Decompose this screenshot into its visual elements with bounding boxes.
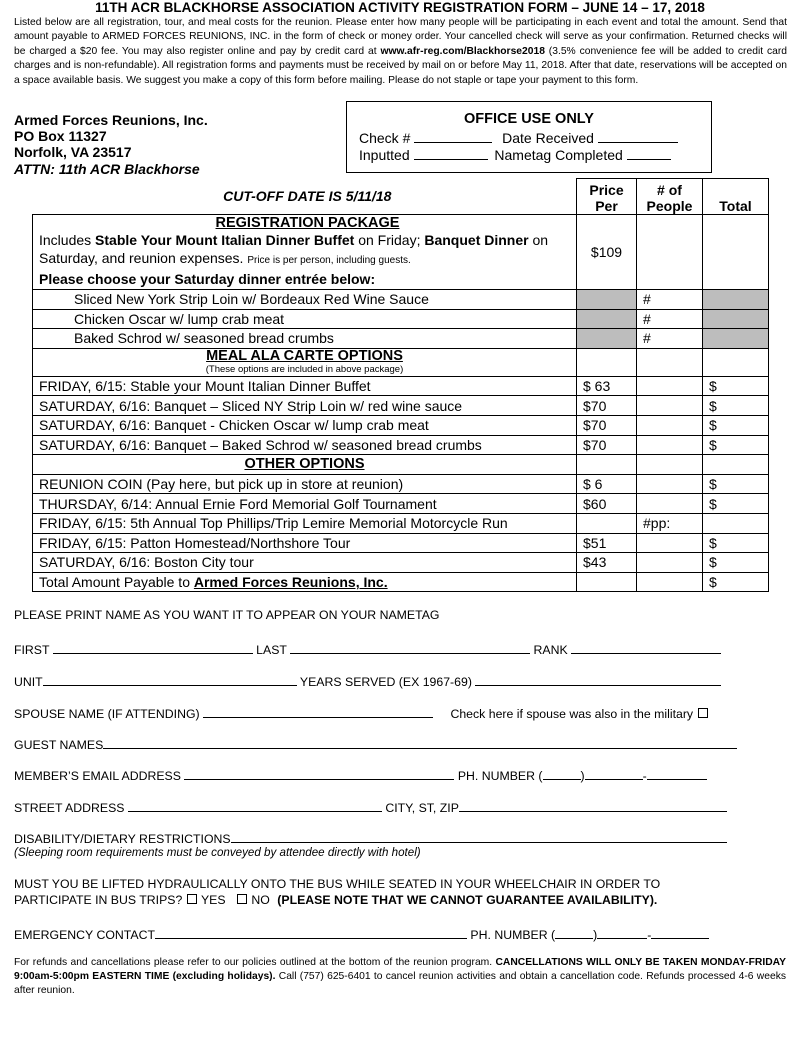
emergency-phone-line[interactable] — [651, 926, 709, 939]
meal-row — [33, 415, 769, 435]
meal-header-blank — [703, 348, 769, 376]
sleeping-note: (Sleeping room requirements must be conveyed by attendee directly with hotel) — [14, 846, 421, 859]
option-label: FRIDAY, 6/15: Patton Homestead/Northshore Tour — [33, 533, 577, 553]
meal-label: SATURDAY, 6/16: Banquet – Baked Schrod w/ seasoned bread crumbs — [33, 435, 577, 455]
lift-no-checkbox[interactable] — [237, 894, 247, 904]
option-label: FRIDAY, 6/15: 5th Annual Top Phillips/Trip Lemire Memorial Motorcycle Run — [33, 513, 577, 533]
meal-row — [33, 396, 769, 416]
entree-total-blank — [703, 290, 769, 310]
office-use-box — [346, 101, 712, 173]
phone-area-field[interactable] — [543, 767, 581, 780]
emergency-phone-label: PH. NUMBER ( — [470, 928, 556, 942]
option-label: THURSDAY, 6/14: Annual Ernie Ford Memorial Golf Tournament — [33, 494, 577, 514]
entree-total-blank — [703, 309, 769, 329]
nametag-instruction: PLEASE PRINT NAME AS YOU WANT IT TO APPEAR ON YOUR NAMETAG — [14, 608, 440, 622]
street-label: STREET ADDRESS — [14, 801, 125, 815]
other-header-blank — [637, 455, 703, 475]
emergency-phone-area[interactable] — [555, 926, 593, 939]
meal-row — [33, 435, 769, 455]
rank-label: RANK — [533, 643, 568, 657]
intro-text-2: (3.5% convenience fee will be added to credit card charges and is non-refundable). All registration forms and payments must be received by mail on or before May 11, 2018. After that date, reservations will be accepted on a space available basis. We suggest you make a copy of this form before mailing. Please do not staple or tape your payment to this form. — [14, 45, 787, 86]
address-attn: ATTN: 11th ACR Blackhorse — [14, 160, 200, 177]
entree-label: Baked Schrod w/ seasoned bread crumbs — [33, 329, 577, 349]
total-people-blank — [637, 572, 703, 592]
option-price: $43 — [577, 553, 637, 573]
entree-row — [33, 290, 769, 310]
cutoff-date: CUT-OFF DATE IS 5/11/18 — [223, 188, 392, 205]
nametag-label: Nametag Completed — [494, 147, 623, 163]
meal-section-note: (These options are included in above package) — [33, 364, 577, 377]
option-total-field[interactable]: $ — [703, 533, 769, 553]
check-number-label: Check # — [359, 130, 411, 146]
emergency-label: EMERGENCY CONTACT — [14, 928, 155, 942]
meal-price: $70 — [577, 415, 637, 435]
lift-availability-note: (PLEASE NOTE THAT WE CANNOT GUARANTEE AVAILABILITY). — [277, 893, 658, 907]
entree-total-blank — [703, 329, 769, 349]
col-total-header: Total — [703, 179, 769, 215]
disability-row — [14, 830, 786, 846]
form-title: 11TH ACR BLACKHORSE ASSOCIATION ACTIVITY REGISTRATION FORM – JUNE 14 – 17, 2018 — [95, 0, 705, 15]
choose-entree-prompt: Please choose your Saturday dinner entrée below: — [39, 271, 376, 287]
meal-price: $70 — [577, 396, 637, 416]
years-served-label: YEARS SERVED (EX 1967-69) — [299, 675, 472, 689]
total-label: Total Amount Payable to Armed Forces Reunions, Inc. — [33, 572, 577, 592]
cancellation-policy: For refunds and cancellations please refer to our policies outlined at the bottom of the reunion program. CANCELLATIONS WILL ONLY BE TAKEN MONDAY-FRIDAY 9:00am-5:00pm EASTERN TIME (excluding holidays). Call (757) 625-6401 to cancel reunion activities and obtain a cancellation code. Refunds processed 4-6 weeks after reunion. — [14, 957, 786, 997]
registration-description: Includes Stable Your Mount Italian Dinner Buffet on Friday; Banquet Dinner on Saturday, and reunion expenses. Price is per person, including guests. — [39, 232, 549, 266]
meal-people-field[interactable] — [637, 435, 703, 455]
entree-people-field[interactable]: # — [637, 329, 703, 349]
option-row — [33, 553, 769, 573]
option-total-field[interactable] — [703, 513, 769, 533]
option-row — [33, 494, 769, 514]
city-label: CITY, ST, ZIP — [385, 801, 459, 815]
registration-people-field[interactable] — [637, 215, 703, 290]
option-total-field[interactable]: $ — [703, 494, 769, 514]
lift-question-1: MUST YOU BE LIFTED HYDRAULICALLY ONTO THE BUS WHILE SEATED IN YOUR WHEELCHAIR IN ORDER TO — [14, 877, 661, 891]
phone-label: PH. NUMBER ( — [457, 769, 543, 783]
emergency-phone-prefix[interactable] — [597, 926, 647, 939]
spouse-label: SPOUSE NAME (IF ATTENDING) — [14, 707, 200, 721]
meal-people-field[interactable] — [637, 415, 703, 435]
disability-field[interactable] — [231, 830, 727, 843]
meal-section-heading: MEAL ALA CARTE OPTIONS — [33, 348, 577, 364]
grand-total-field[interactable]: $ — [703, 572, 769, 592]
address-row — [14, 799, 786, 815]
option-people-field[interactable]: #pp: — [637, 513, 703, 533]
nametag-field — [627, 146, 671, 160]
office-heading: OFFICE USE ONLY — [464, 111, 594, 127]
years-served-field[interactable] — [475, 673, 721, 686]
entree-price-blank — [577, 309, 637, 329]
option-label: SATURDAY, 6/16: Boston City tour — [33, 553, 577, 573]
other-section-heading: OTHER OPTIONS — [33, 455, 577, 475]
lift-question-2: PARTICIPATE IN BUS TRIPS? — [14, 893, 183, 907]
option-row — [33, 513, 769, 533]
cancellation-hours: CANCELLATIONS WILL ONLY BE TAKEN MONDAY-FRIDAY 9:00am-5:00pm EASTERN TIME (excluding holidays). — [14, 957, 786, 983]
inputted-field — [414, 146, 488, 160]
total-price-blank — [577, 572, 637, 592]
option-label: REUNION COIN (Pay here, but pick up in store at reunion) — [33, 474, 577, 494]
option-total-field[interactable]: $ — [703, 553, 769, 573]
entree-row — [33, 309, 769, 329]
emergency-row: EMERGENCY CONTACT PH. NUMBER ( ) - — [14, 926, 786, 942]
registration-price: $109 — [577, 215, 637, 290]
option-row — [33, 533, 769, 553]
entree-people-field[interactable]: # — [637, 290, 703, 310]
option-people-field[interactable] — [637, 553, 703, 573]
meal-price: $ 63 — [577, 376, 637, 396]
other-header-blank — [703, 455, 769, 475]
meal-label: FRIDAY, 6/15: Stable your Mount Italian Dinner Buffet — [33, 376, 577, 396]
address-po: PO Box 11327 — [14, 128, 107, 145]
spouse-row — [14, 705, 786, 721]
entree-label: Sliced New York Strip Loin w/ Bordeaux Red Wine Sauce — [33, 290, 577, 310]
lift-yes-checkbox[interactable] — [187, 894, 197, 904]
total-row — [33, 572, 769, 592]
guest-names-label: GUEST NAMES — [14, 738, 104, 752]
inputted-label: Inputted — [359, 147, 410, 163]
entree-price-blank — [577, 290, 637, 310]
meal-people-field[interactable] — [637, 396, 703, 416]
email-label: MEMBER’S EMAIL ADDRESS — [14, 769, 181, 783]
spouse-field[interactable] — [203, 705, 433, 718]
registration-price-note: Price is per person, including guests. — [247, 255, 411, 266]
address-org: Armed Forces Reunions, Inc. — [14, 112, 208, 128]
phone-line-field[interactable] — [647, 767, 707, 780]
date-received-label: Date Received — [502, 130, 594, 146]
intro-text-1: Listed below are all registration, tour, and meal costs for the reunion. Please enter how many people will be participating in each event and total the amount. Send that amount payable to ARMED FORCES REUNIONS, INC. in the form of check or money order. Your cancelled check will serve as your confirmation. Returned checks will be charged a $20 fee. You may also register online and pay by credit card at — [14, 17, 787, 57]
entree-label: Chicken Oscar w/ lump crab meat — [33, 309, 577, 329]
registration-heading: REGISTRATION PACKAGE — [215, 215, 400, 231]
lift-question-row — [14, 893, 786, 907]
meal-price: $70 — [577, 435, 637, 455]
col-price-header: Price Per — [577, 179, 637, 215]
spouse-military-label: Check here if spouse was also in the military — [450, 707, 694, 721]
mailing-address — [14, 112, 208, 177]
email-field[interactable] — [184, 767, 454, 780]
rank-field[interactable] — [571, 641, 721, 654]
total-payee: Armed Forces Reunions, Inc. — [193, 574, 388, 591]
option-row — [33, 474, 769, 494]
option-people-field[interactable] — [637, 533, 703, 553]
option-price: $51 — [577, 533, 637, 553]
first-name-field[interactable] — [53, 641, 253, 654]
last-name-field[interactable] — [290, 641, 530, 654]
emergency-field[interactable] — [155, 926, 467, 939]
date-received-field — [598, 129, 678, 143]
other-header-blank — [577, 455, 637, 475]
registration-total-field[interactable] — [703, 215, 769, 290]
unit-field[interactable] — [43, 673, 297, 686]
guest-names-field[interactable] — [103, 736, 737, 749]
option-price: $ 6 — [577, 474, 637, 494]
col-people-header: # of People — [637, 179, 703, 215]
first-name-label: FIRST — [14, 643, 50, 657]
activity-table — [32, 178, 769, 592]
email-row: MEMBER’S EMAIL ADDRESS PH. NUMBER ( ) - — [14, 767, 786, 783]
lift-no-label: NO — [251, 893, 270, 907]
registration-url[interactable]: www.afr-reg.com/Blackhorse2018 — [380, 45, 545, 57]
meal-row — [33, 376, 769, 396]
check-number-field — [414, 129, 492, 143]
option-price — [577, 513, 637, 533]
option-people-field[interactable] — [637, 494, 703, 514]
unit-label: UNIT — [14, 675, 43, 689]
street-field[interactable] — [128, 799, 382, 812]
registration-package-cell — [33, 215, 577, 290]
entree-row — [33, 329, 769, 349]
meal-people-field[interactable] — [637, 376, 703, 396]
guest-row — [14, 736, 786, 752]
entree-price-blank — [577, 329, 637, 349]
meal-total-field[interactable]: $ — [703, 415, 769, 435]
meal-total-field[interactable]: $ — [703, 376, 769, 396]
meal-total-field[interactable]: $ — [703, 435, 769, 455]
spouse-military-checkbox[interactable] — [698, 708, 708, 718]
city-field[interactable] — [459, 799, 727, 812]
meal-total-field[interactable]: $ — [703, 396, 769, 416]
option-people-field[interactable] — [637, 474, 703, 494]
meal-header-blank — [637, 348, 703, 376]
meal-label: SATURDAY, 6/16: Banquet – Sliced NY Strip Loin w/ red wine sauce — [33, 396, 577, 416]
meal-label: SATURDAY, 6/16: Banquet - Chicken Oscar w/ lump crab meat — [33, 415, 577, 435]
disability-label: DISABILITY/DIETARY RESTRICTIONS — [14, 832, 231, 846]
phone-prefix-field[interactable] — [585, 767, 643, 780]
address-city: Norfolk, VA 23517 — [14, 144, 132, 161]
meal-header-blank — [577, 348, 637, 376]
option-price: $60 — [577, 494, 637, 514]
entree-people-field[interactable]: # — [637, 309, 703, 329]
intro-paragraph — [14, 16, 787, 88]
lift-yes-label: YES — [200, 893, 226, 907]
option-total-field[interactable]: $ — [703, 474, 769, 494]
last-name-label: LAST — [256, 643, 287, 657]
name-row — [14, 641, 786, 657]
unit-row — [14, 673, 786, 689]
